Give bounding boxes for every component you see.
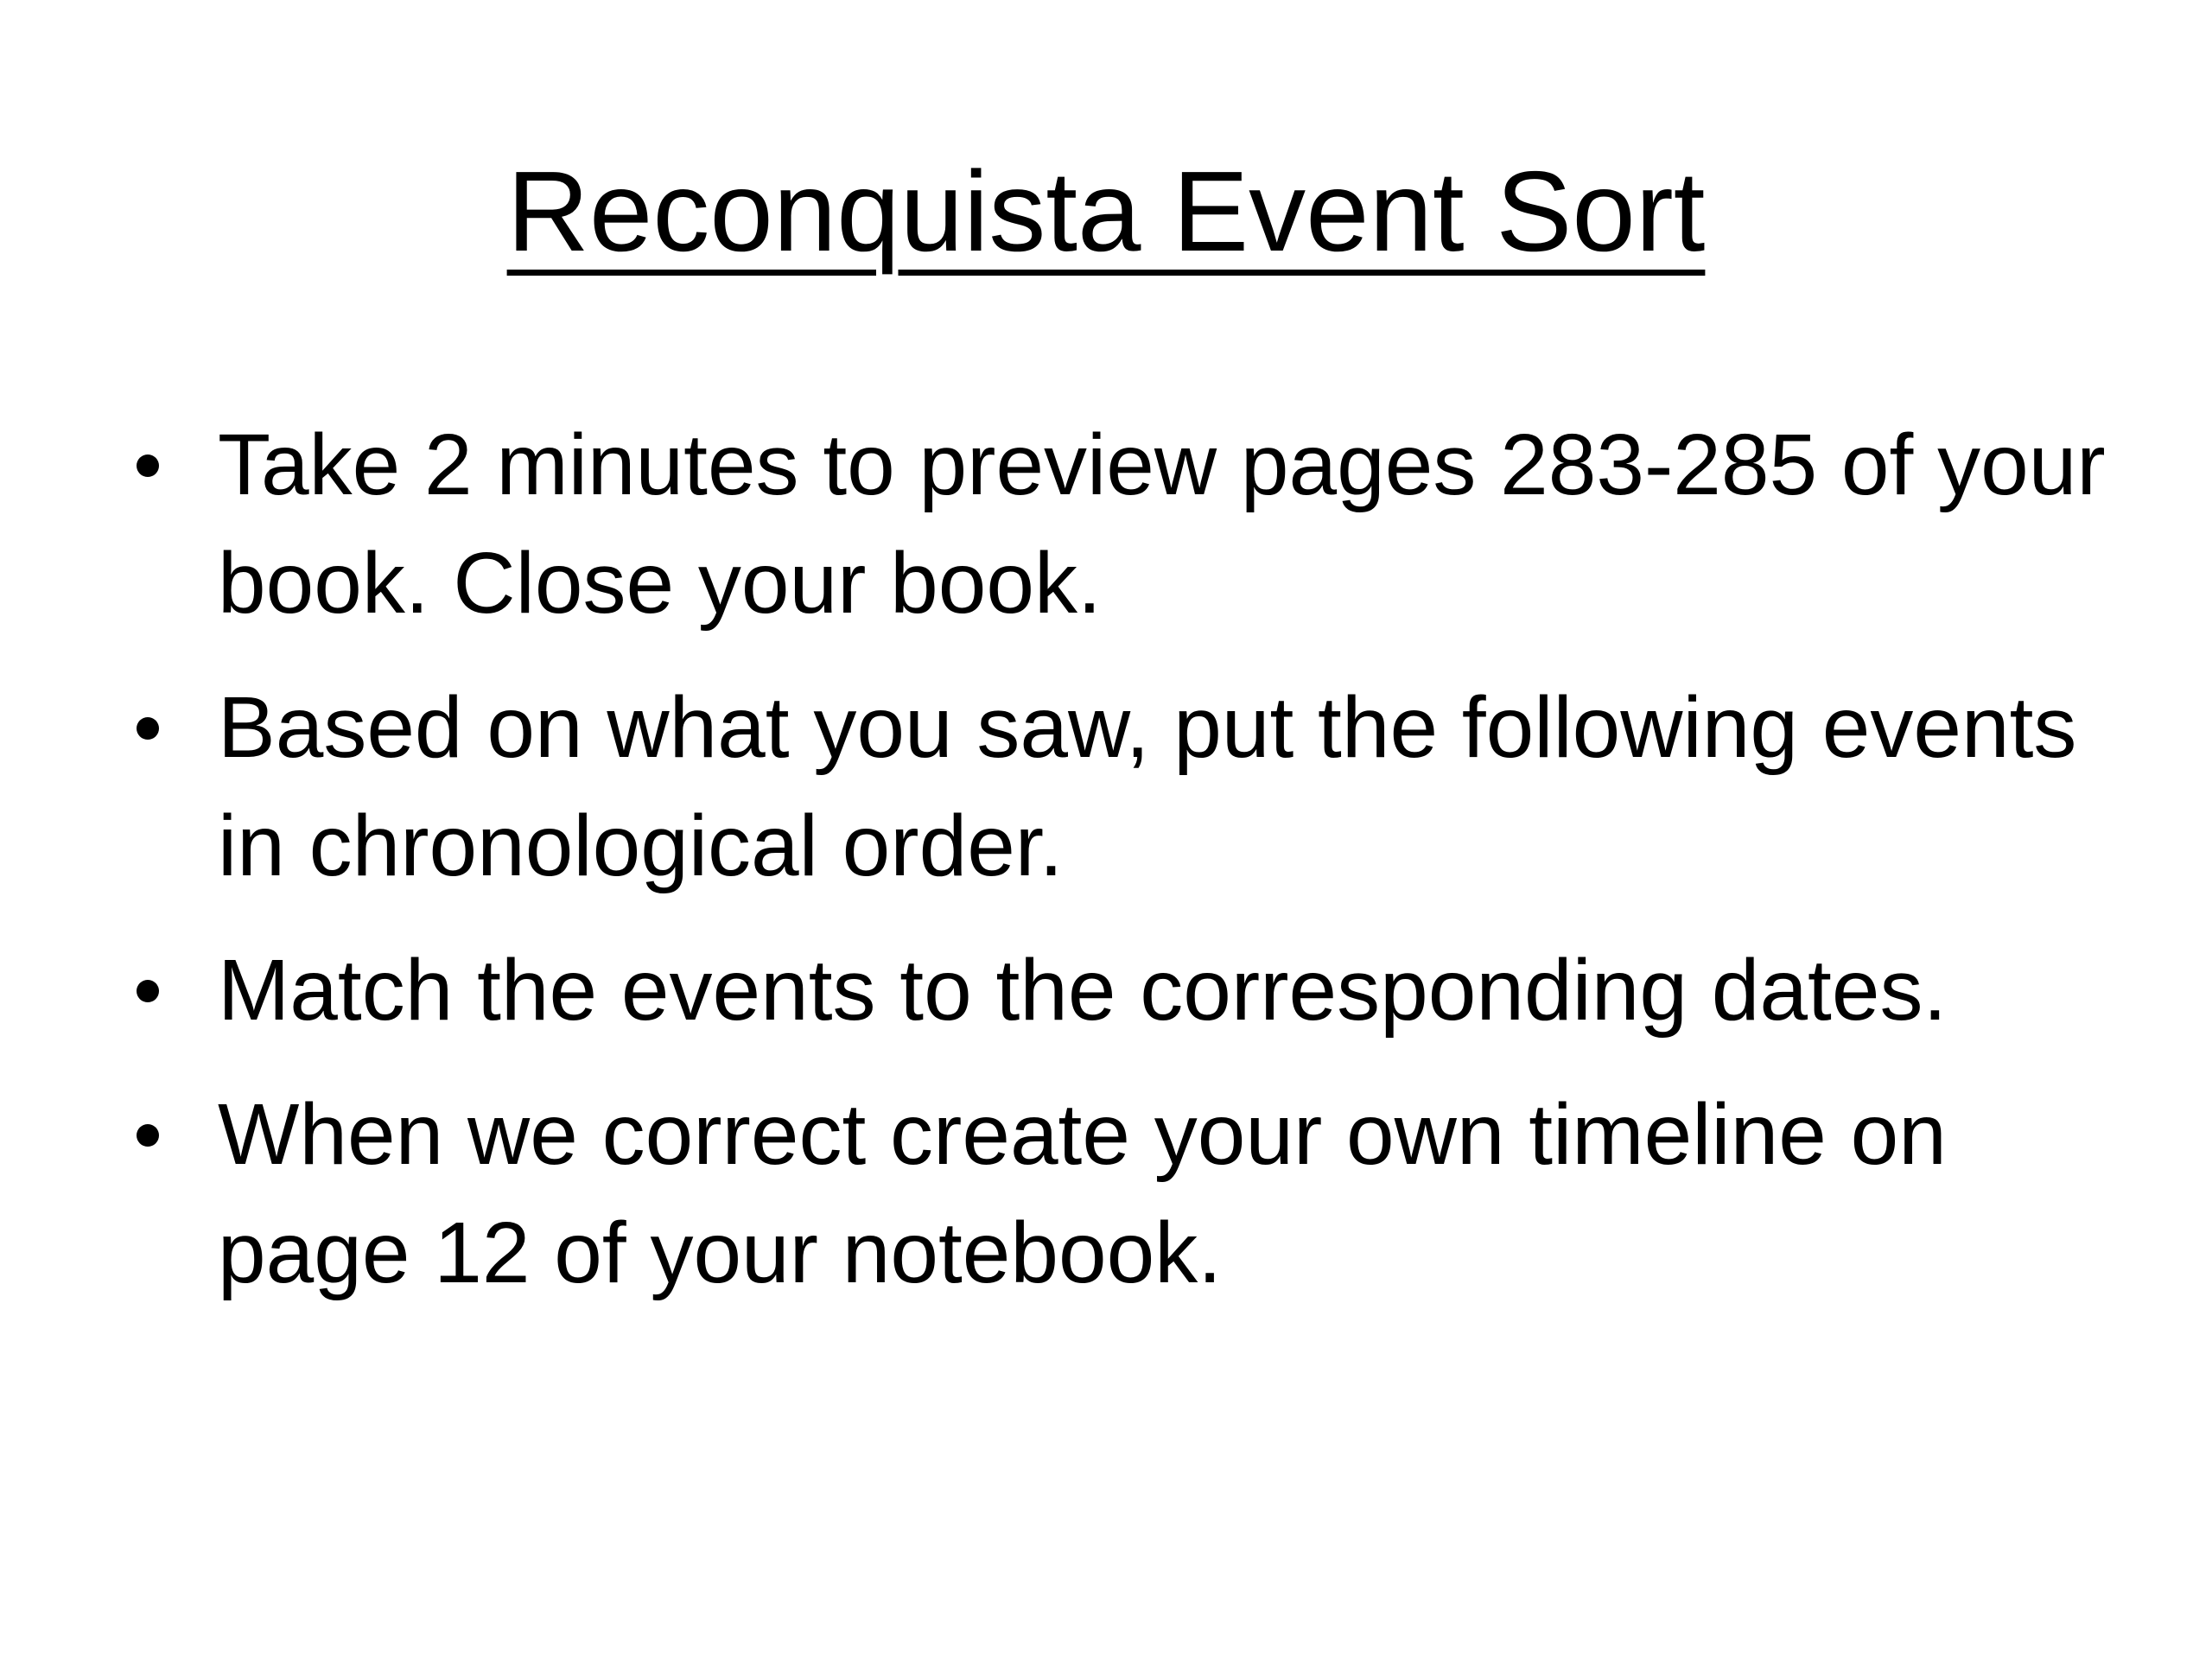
- bullet-item: [130, 669, 2117, 906]
- bullet-dot-icon: [137, 980, 159, 1002]
- bullet-dot-icon: [137, 454, 159, 477]
- bullet-text: Match the events to the corresponding dates.: [218, 942, 1948, 1039]
- bullet-text: When we correct create your own timeline on page 12 of your notebook.: [218, 1086, 1947, 1301]
- bullet-item: [130, 931, 2117, 1050]
- bullet-list: [130, 406, 2117, 1338]
- bullet-dot-icon: [137, 717, 159, 740]
- bullet-item: [130, 1076, 2117, 1313]
- bullet-item: [130, 406, 2117, 643]
- slide-title: Reconquista Event Sort: [506, 148, 1706, 275]
- bullet-dot-icon: [137, 1124, 159, 1147]
- bullet-text: Take 2 minutes to preview pages 283-285 of your book. Close your book.: [218, 416, 2106, 632]
- bullet-text: Based on what you saw, put the following events in chronological order.: [218, 679, 2077, 894]
